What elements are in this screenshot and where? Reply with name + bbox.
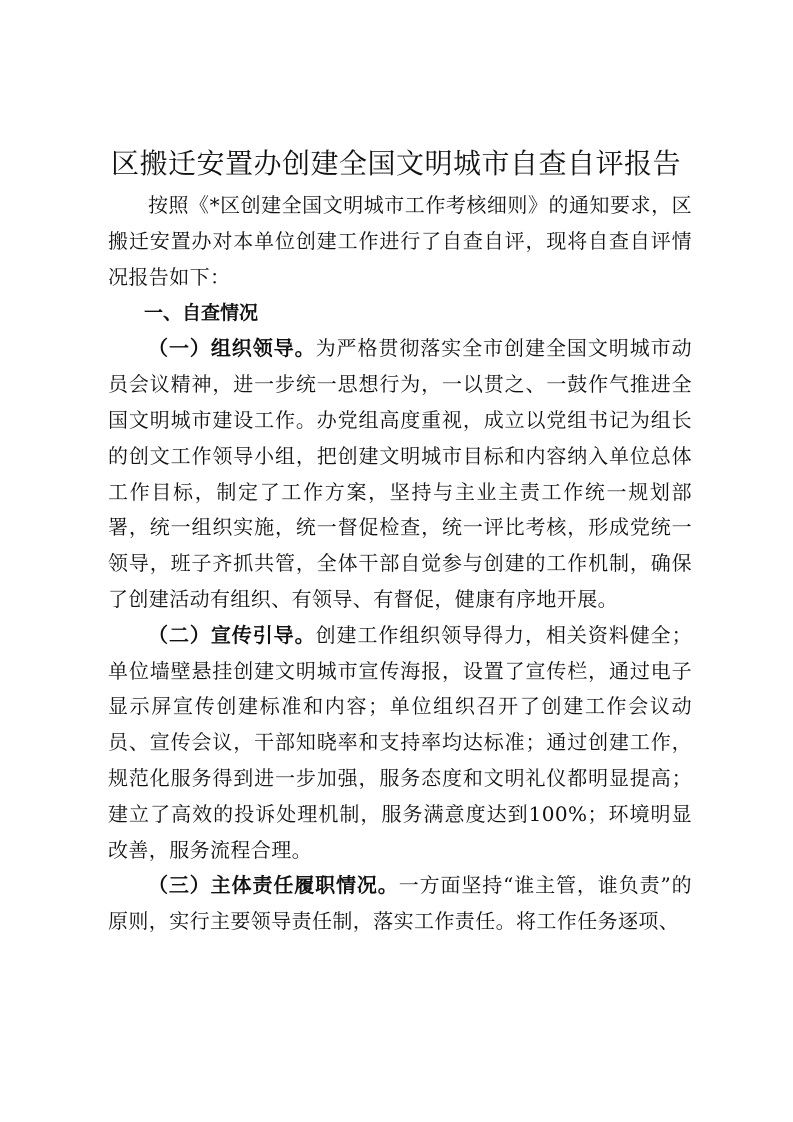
intro-paragraph: 按照《*区创建全国文明城市工作考核细则》的通知要求，区搬迁安置办对本单位创建工作进行了自查自评，现将自查自评情况报告如下： bbox=[108, 193, 692, 289]
paragraph-body: 创建工作组织领导得力，相关资料健全；单位墙壁悬挂创建文明城市宣传海报，设置了宣传栏，通过电子显示屏宣传创建标准和内容；单位组织召开了创建工作会议动员、宣传会议，干部知晓率和支持率均达标准；通过创建工作，规范化服务得到进一步加强，服务态度和文明礼仪都明显提高；建立了高效的投诉处理机制，服务满意度达到100%；环境明显改善，服务流程合理。 bbox=[108, 622, 693, 862]
section-heading: 一、自查情况 bbox=[144, 302, 259, 325]
document-title: 区搬迁安置办创建全国文明城市自查自评报告 bbox=[110, 147, 681, 180]
paragraph-body: 一方面坚持“谁主管，谁负责”的原则，实行主要领导责任制，落实工作责任。将工作任务逐项、 bbox=[108, 873, 692, 934]
paragraph-organization bbox=[108, 331, 692, 617]
document-page bbox=[108, 140, 692, 940]
paragraph-lead: （二）宣传引导。 bbox=[148, 622, 316, 647]
paragraph-responsibility bbox=[108, 868, 692, 940]
paragraph-lead: （三）主体责任履职情况。 bbox=[148, 873, 399, 898]
paragraph-body: 为严格贯彻落实全市创建全国文明城市动员会议精神，进一步统一思想行为，一以贯之、一鼓作气推进全国文明城市建设工作。办党组高度重视，成立以党组书记为组长的创文工作领导小组，把创建文明城市目标和内容纳入单位总体工作目标，制定了工作方案，坚持与主业主责工作统一规划部署，统一组织实施，统一督促检查，统一评比考核，形成党统一领导，班子齐抓共管，全体干部自觉参与创建的工作机制，确保了创建活动有组织、有领导、有督促，健康有序地开展。 bbox=[108, 336, 693, 611]
paragraph-publicity bbox=[108, 618, 692, 869]
paragraph-lead: （一）组织领导。 bbox=[148, 336, 316, 361]
